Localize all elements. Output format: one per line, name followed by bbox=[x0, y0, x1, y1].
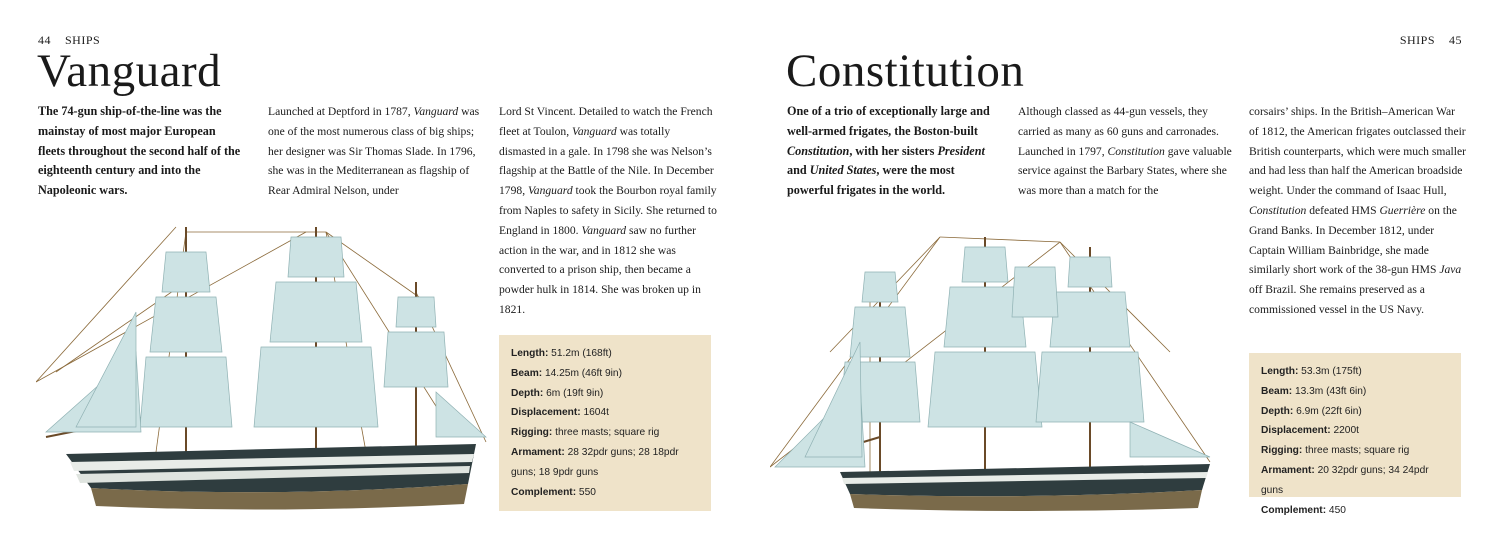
page-number: 45 bbox=[1449, 33, 1462, 47]
italic-run: Guerrière bbox=[1379, 203, 1426, 217]
italic-run: Constitution bbox=[1107, 144, 1165, 158]
spec-value: 13.3m (43ft 6in) bbox=[1292, 385, 1367, 397]
spec-row bbox=[1261, 382, 1449, 402]
text-run: and bbox=[787, 163, 810, 178]
spec-row bbox=[511, 384, 699, 404]
constitution-ship-illustration bbox=[770, 232, 1240, 514]
text-run: gave valuable service against the Barbary States, where she was more than a match for the bbox=[1018, 144, 1232, 198]
text-run: One of a trio of exceptionally large and well-armed frigates, the Boston-built bbox=[787, 104, 990, 138]
spec-value: 450 bbox=[1326, 504, 1346, 516]
spec-label: Length: bbox=[511, 348, 549, 359]
italic-run: Constitution bbox=[787, 143, 850, 158]
spec-value: 14.25m (46ft 9in) bbox=[542, 367, 622, 379]
running-head-right bbox=[1400, 33, 1462, 48]
spec-label: Complement: bbox=[1261, 504, 1327, 516]
spec-value: 2200t bbox=[1330, 425, 1359, 437]
italic-run: Vanguard bbox=[527, 184, 573, 198]
text-run: Although classed as 44-gun vessels, they carried as many as 60 guns and carronades. Launched in 1797, bbox=[1018, 105, 1219, 158]
italic-run: President bbox=[937, 143, 985, 158]
text-run: on the Grand Banks. In December 1812, under Captain William Bainbridge, she made similarly short work of the 38-gun HMS bbox=[1249, 203, 1457, 277]
text-run: was one of the most numerous class of big ships; her designer was Sir Thomas Slade. In 1796, she was in the Mediterranean as flagship of Rear Admiral Nelson, under bbox=[268, 105, 480, 198]
spec-value: 6m (19ft 9in) bbox=[543, 387, 604, 399]
spec-value: 28 32pdr guns; 28 18pdr guns; 18 9pdr guns bbox=[511, 446, 679, 478]
italic-run: Vanguard bbox=[413, 105, 459, 118]
section-name: SHIPS bbox=[1399, 33, 1435, 47]
spec-label: Depth: bbox=[511, 387, 544, 399]
text-run: off Brazil. She remains preserved as a commissioned vessel in the US Navy. bbox=[1249, 283, 1425, 316]
spec-label: Complement: bbox=[511, 486, 577, 498]
spec-box bbox=[499, 335, 711, 511]
spec-row bbox=[511, 443, 699, 483]
italic-run: Constitution bbox=[1249, 203, 1307, 217]
spec-label: Displacement: bbox=[1261, 425, 1331, 437]
spec-label: Armament: bbox=[1261, 464, 1315, 476]
spec-value: 1604t bbox=[580, 407, 609, 419]
italic-run: Java bbox=[1439, 263, 1462, 277]
spec-row bbox=[511, 403, 699, 423]
page-number: 44 bbox=[38, 33, 51, 47]
spec-value: 51.2m (168ft) bbox=[548, 348, 612, 359]
spec-row bbox=[1261, 421, 1449, 441]
spec-label: Depth: bbox=[1261, 405, 1294, 417]
spec-value: 6.9m (22ft 6in) bbox=[1293, 405, 1362, 417]
spec-value: 53.3m (175ft) bbox=[1298, 366, 1362, 377]
italic-run: United States bbox=[809, 163, 877, 178]
spec-label: Displacement: bbox=[511, 407, 581, 419]
body-column-1 bbox=[268, 102, 486, 201]
spec-row bbox=[1261, 501, 1449, 521]
spec-value: 20 32pdr guns; 34 24pdr guns bbox=[1261, 464, 1429, 496]
spec-row bbox=[1261, 441, 1449, 461]
italic-run: Vanguard bbox=[572, 124, 617, 138]
text-run: corsairs’ ships. In the British–American War of 1812, the American frigates outclassed their British counterparts, which were much smaller and had less than half the American broadside weight. Under the command of Isaac Hull, bbox=[1249, 105, 1466, 198]
spec-row bbox=[1261, 461, 1449, 501]
text-run: Launched at Deptford in 1787, bbox=[268, 105, 414, 118]
spec-label: Rigging: bbox=[511, 427, 553, 439]
text-run: took the Bourbon royal family from Naples to safety in Sicily. She returned to England in 1800. bbox=[499, 184, 717, 237]
section-name: SHIPS bbox=[65, 33, 101, 47]
spec-label: Armament: bbox=[511, 446, 565, 458]
spec-value: three masts; square rig bbox=[1302, 445, 1410, 457]
text-run: Lord St Vincent. Detailed to watch the French fleet at Toulon, bbox=[499, 105, 713, 138]
text-run: , with her sisters bbox=[849, 143, 938, 158]
spec-value: three masts; square rig bbox=[552, 427, 660, 439]
text-run: saw no further action in the war, and in 1812 she was converted to a prison ship, then became a powder hulk in 1814. She was broken up in 1821. bbox=[499, 223, 701, 316]
lead-paragraph bbox=[787, 102, 999, 201]
text-run: defeated HMS bbox=[1306, 203, 1380, 217]
italic-run: Vanguard bbox=[581, 223, 627, 237]
spec-value: 550 bbox=[576, 486, 596, 498]
text-run: was totally dismasted in a gale. In 1798 she was Nelson’s flagship at the Battle of the Nile. In December 1798, bbox=[499, 124, 714, 198]
spec-row bbox=[1261, 402, 1449, 422]
body-column-2 bbox=[499, 102, 717, 320]
spec-row bbox=[511, 483, 699, 503]
text-run: , were the most powerful frigates in the world. bbox=[787, 163, 955, 198]
spec-row bbox=[511, 344, 699, 364]
lead-paragraph: The 74-gun ship-of-the-line was the mainstay of most major European fleets throughout the second half of the eighteenth century and into the Napoleonic wars. bbox=[38, 104, 241, 198]
right-page bbox=[750, 0, 1500, 559]
spec-label: Length: bbox=[1261, 366, 1299, 377]
spec-label: Beam: bbox=[511, 367, 543, 379]
vanguard-ship-illustration bbox=[36, 222, 496, 514]
spec-row bbox=[511, 364, 699, 384]
body-column-1 bbox=[1018, 102, 1236, 201]
spec-row bbox=[1261, 362, 1449, 382]
article-title: Vanguard bbox=[37, 45, 222, 97]
spec-label: Beam: bbox=[1261, 385, 1293, 397]
spec-row bbox=[511, 423, 699, 443]
article-title: Constitution bbox=[786, 45, 1025, 97]
body-column-2 bbox=[1249, 102, 1467, 320]
spec-box bbox=[1249, 353, 1461, 516]
spec-label: Rigging: bbox=[1261, 445, 1303, 457]
